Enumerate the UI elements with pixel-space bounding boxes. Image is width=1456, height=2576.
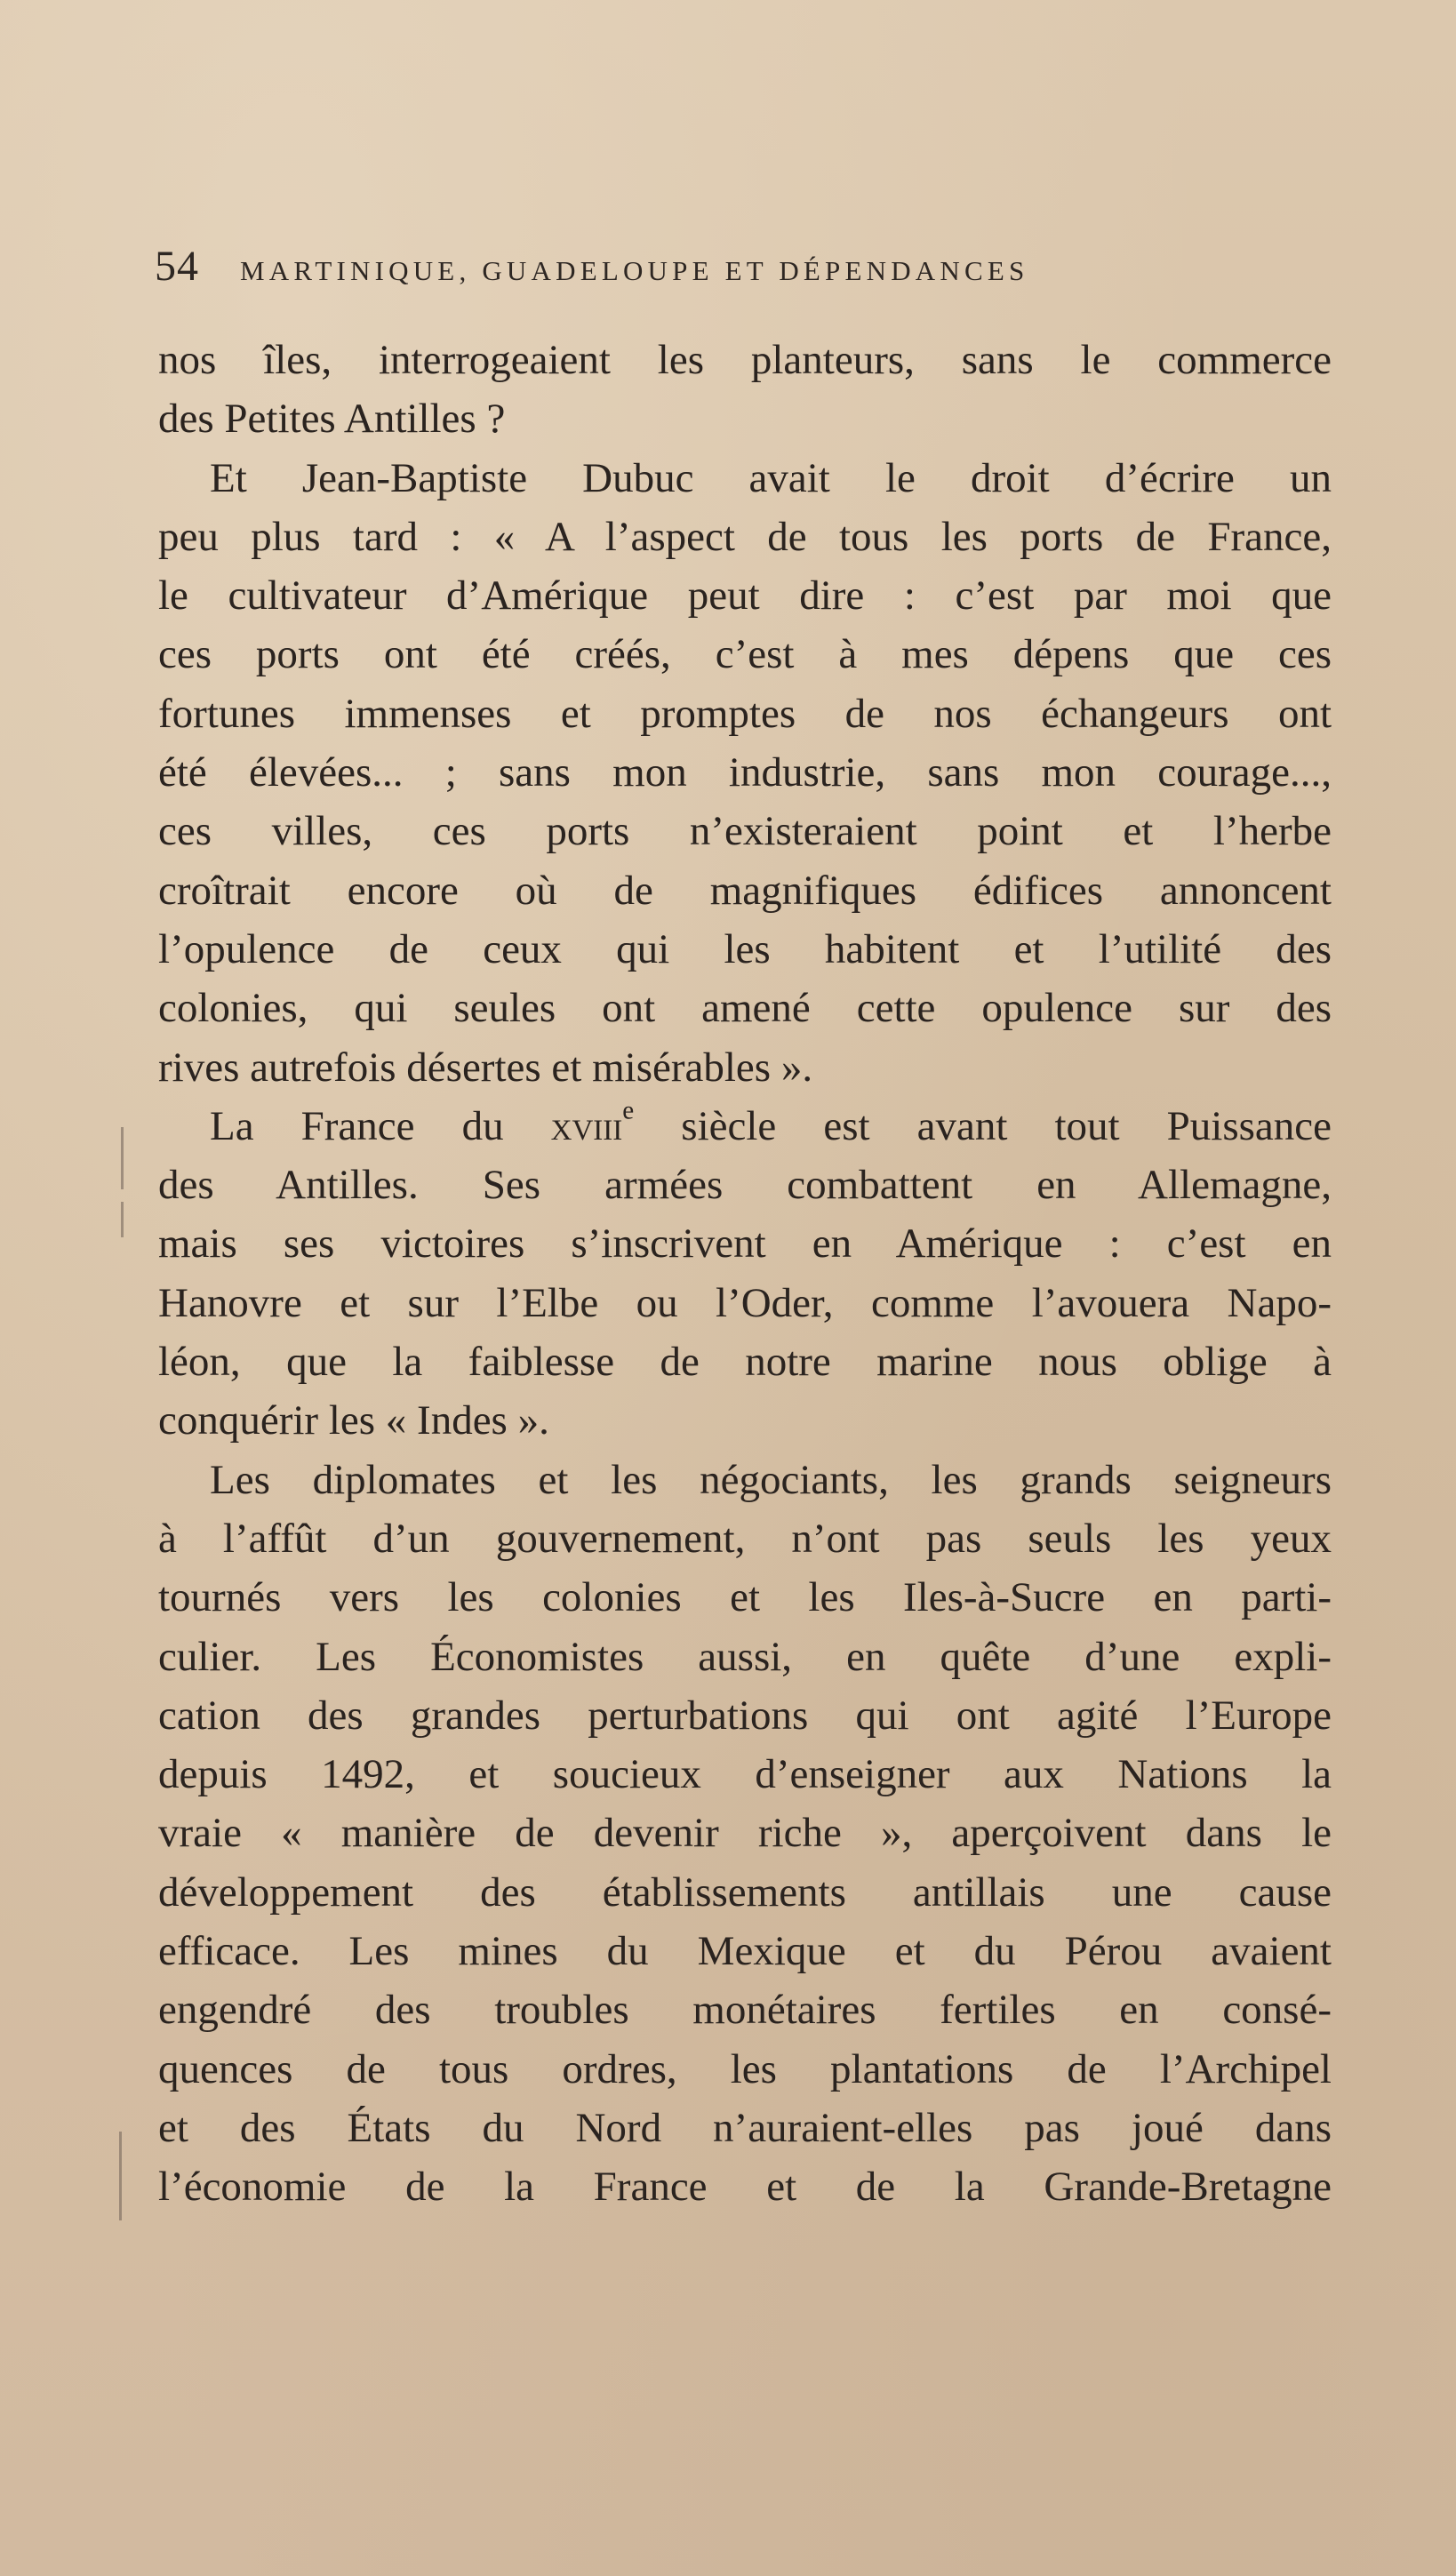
text-line: développement des établissements antillais une cause: [158, 1868, 1332, 1916]
body-text: [158, 331, 1332, 2217]
margin-pencil-mark: [121, 1202, 124, 1237]
text-line: conquérir les « Indes ».: [158, 1397, 549, 1444]
page-number: 54: [155, 243, 199, 290]
text-line: depuis 1492, et soucieux d’enseigner aux Nations la: [158, 1751, 1332, 1798]
running-head: [155, 242, 1337, 295]
text-line: des Petites Antilles ?: [158, 396, 506, 443]
text-line: cation des grandes perturbations qui ont agité l’Europe: [158, 1692, 1332, 1739]
text-line: ces villes, ces ports n’existeraient point et l’herbe: [158, 808, 1332, 855]
line-text-before: La France du: [210, 1102, 551, 1149]
margin-pencil-mark: [121, 1127, 124, 1189]
text-line: nos îles, interrogeaient les planteurs, sans le commerce: [158, 337, 1332, 383]
running-head-title: MARTINIQUE, GUADELOUPE ET DÉPENDANCES: [240, 255, 1029, 286]
text-line: peu plus tard : « A l’aspect de tous les ports de France,: [158, 513, 1332, 560]
text-line: léon, que la faiblesse de notre marine nous oblige à: [158, 1339, 1332, 1386]
century-numeral: xviii: [550, 1102, 623, 1149]
century-superscript: e: [622, 1096, 635, 1125]
text-line: et des États du Nord n’auraient-elles pas joué dans: [158, 2104, 1332, 2151]
text-line: été élevées... ; sans mon industrie, sans mon courage...,: [158, 749, 1332, 796]
text-line: l’économie de la France et de la Grande-Bretagne: [158, 2164, 1332, 2211]
text-line-paragraph-start: [158, 1097, 1332, 1156]
text-line: croîtrait encore où de magnifiques édifices annoncent: [158, 867, 1332, 914]
text-line: ces ports ont été créés, c’est à mes dépens que ces: [158, 631, 1332, 678]
text-line: vraie « manière de devenir riche », aperçoivent dans le: [158, 1810, 1332, 1857]
text-line: le cultivateur d’Amérique peut dire : c’est par moi que: [158, 572, 1332, 620]
text-line: rives autrefois désertes et misérables ».: [158, 1044, 813, 1091]
text-line: quences de tous ordres, les plantations de l’Archipel: [158, 2045, 1332, 2092]
text-line: Hanovre et sur l’Elbe ou l’Oder, comme l’avouera Napo-: [158, 1279, 1332, 1326]
text-line: tournés vers les colonies et les Iles-à-Sucre en parti-: [158, 1574, 1332, 1621]
text-line: engendré des troubles monétaires fertiles en consé-: [158, 1987, 1332, 2034]
text-line: à l’affût d’un gouvernement, n’ont pas seuls les yeux: [158, 1515, 1332, 1562]
margin-pencil-mark: [119, 2132, 122, 2220]
text-line: Et Jean-Baptiste Dubuc avait le droit d’écrire un: [210, 454, 1332, 501]
text-line: culier. Les Économistes aussi, en quête d’une expli-: [158, 1633, 1332, 1680]
line-text-after: siècle est avant tout Puissance: [634, 1102, 1332, 1149]
text-line: Les diplomates et les négociants, les grands seigneurs: [210, 1456, 1332, 1503]
text-line: l’opulence de ceux qui les habitent et l’utilité des: [158, 925, 1332, 972]
text-line: efficace. Les mines du Mexique et du Pérou avaient: [158, 1928, 1332, 1975]
text-line: mais ses victoires s’inscrivent en Amérique : c’est en: [158, 1220, 1332, 1268]
text-line: des Antilles. Ses armées combattent en Allemagne,: [158, 1162, 1332, 1209]
text-line: fortunes immenses et promptes de nos échangeurs ont: [158, 690, 1332, 737]
text-line: colonies, qui seules ont amené cette opulence sur des: [158, 985, 1332, 1032]
